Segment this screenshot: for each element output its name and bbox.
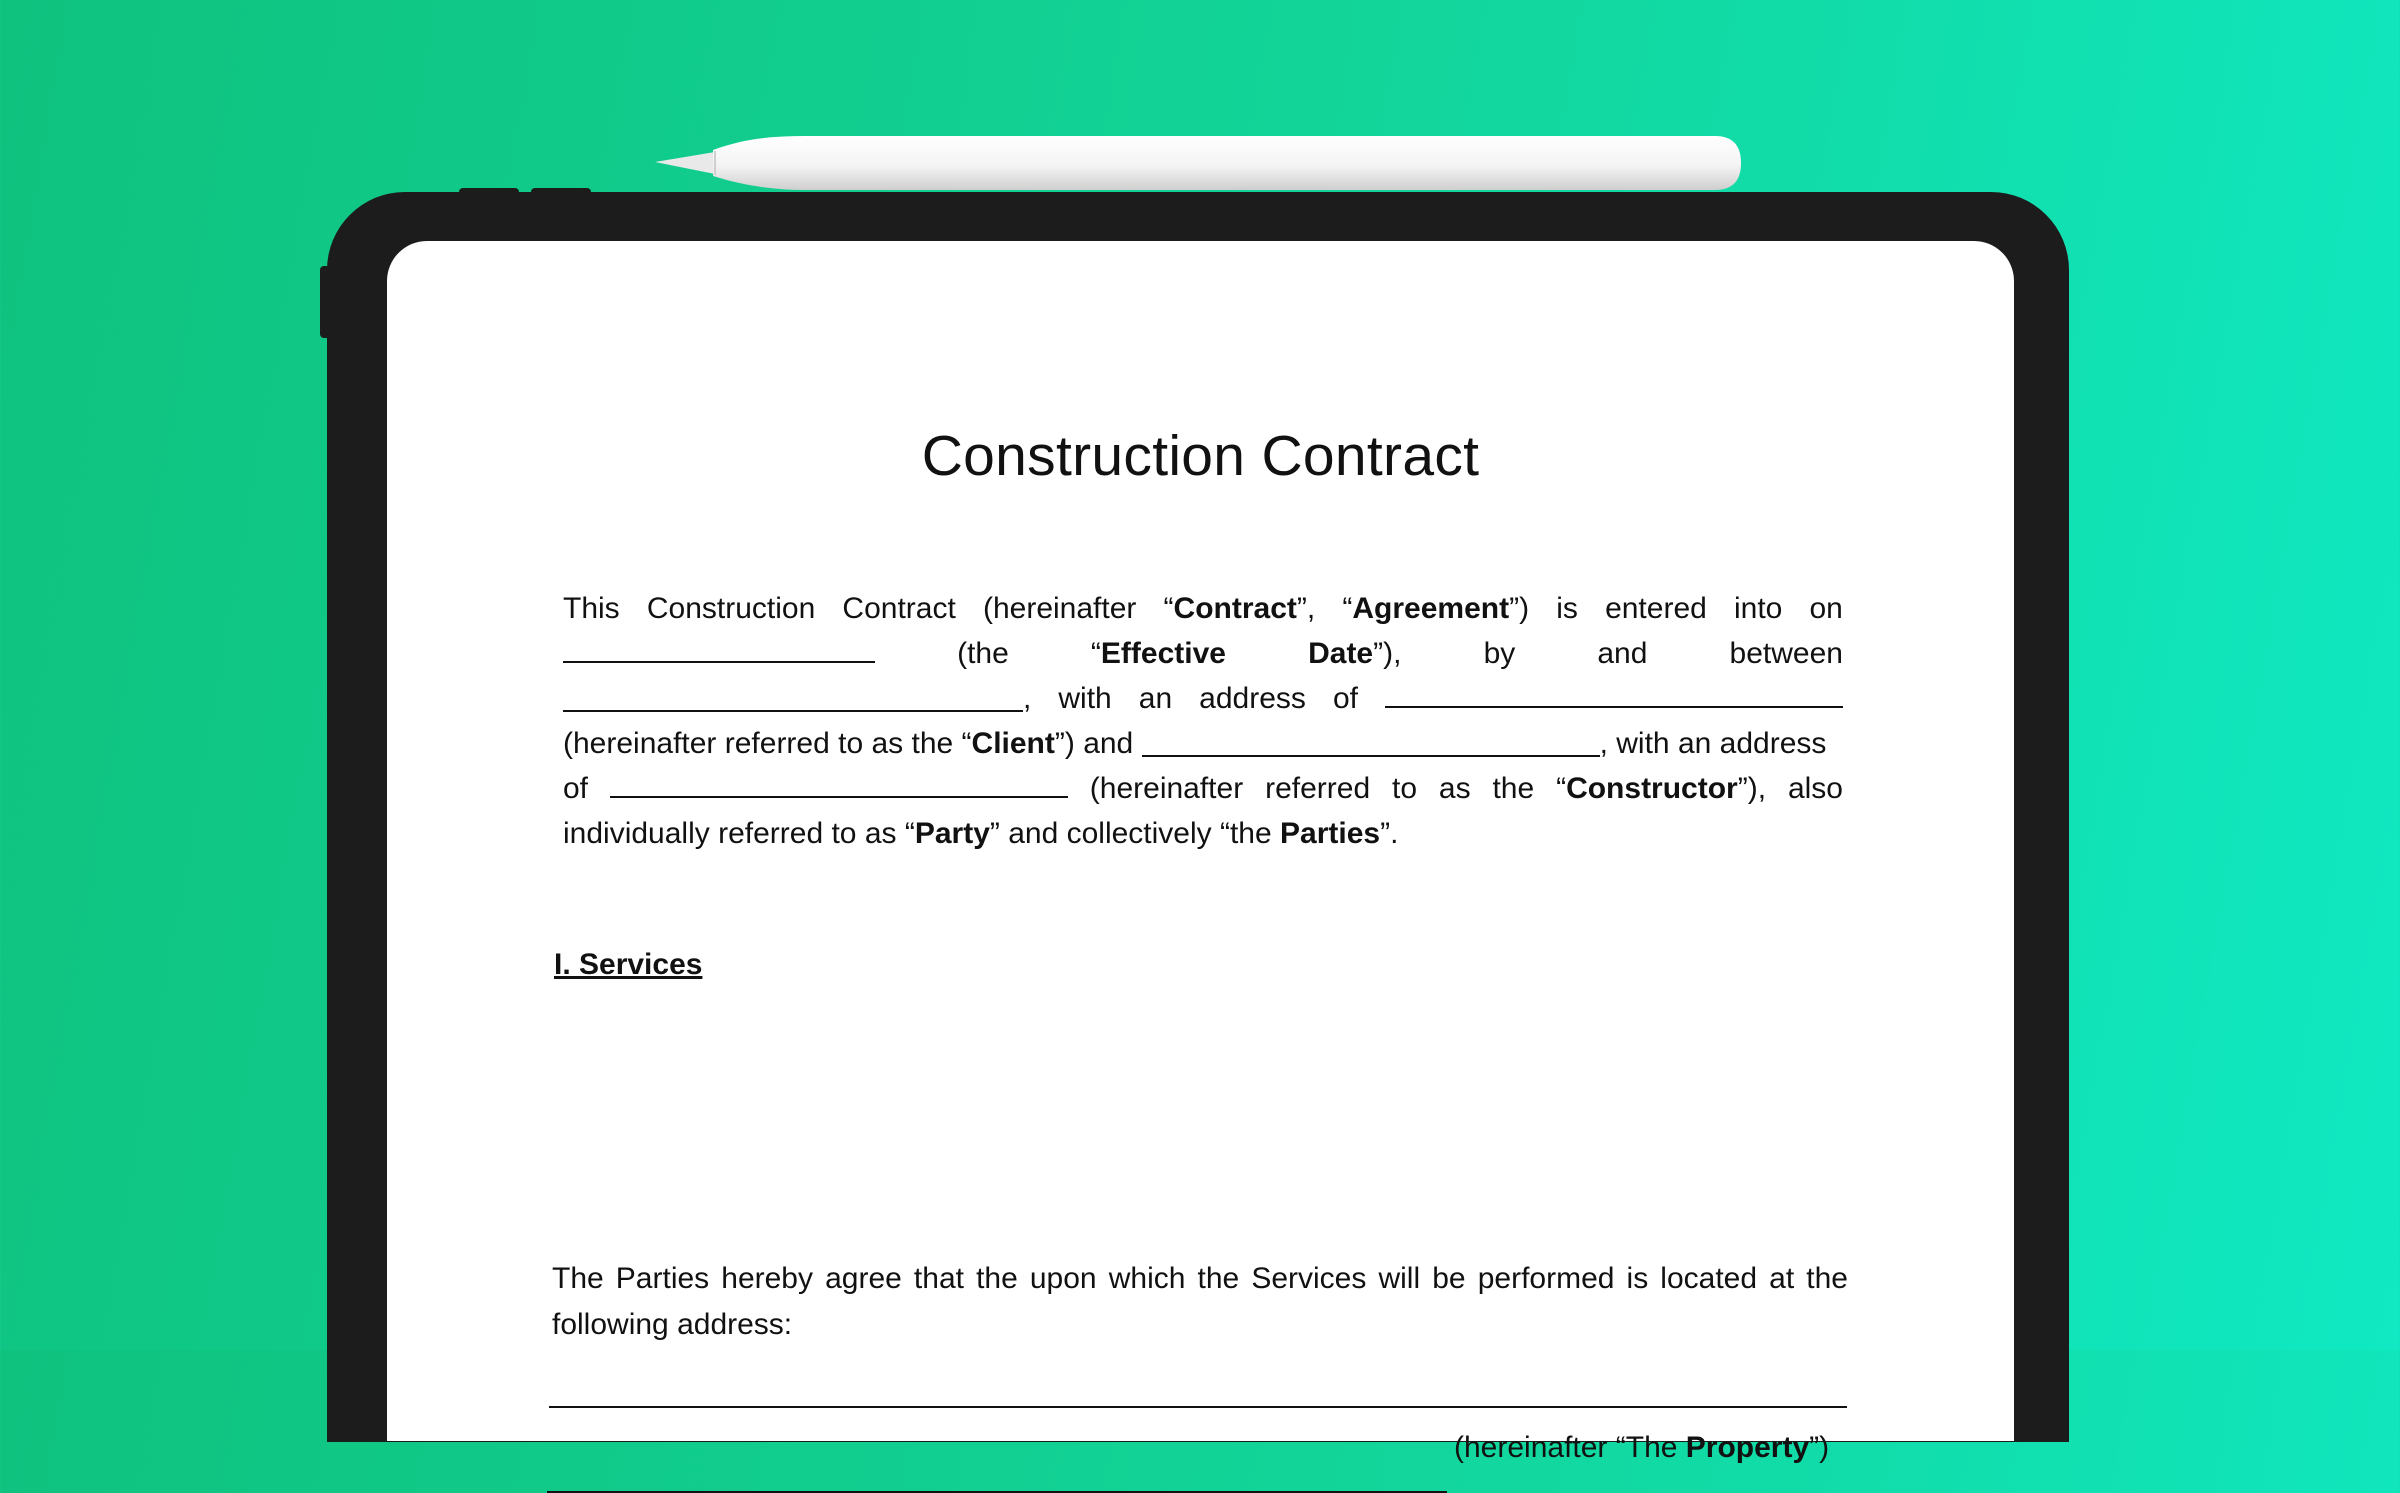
paragraph-line: This Construction Contract (hereinafter “Contract”, “Agreement”) is entered into on — [563, 592, 1843, 625]
property-address-line-1[interactable] — [549, 1406, 1847, 1408]
paragraph-line: (hereinafter referred to as the “Client”) and , with an address — [563, 727, 1827, 760]
client-name-blank[interactable] — [563, 680, 1023, 712]
effective-date-blank[interactable] — [563, 631, 875, 663]
intro-paragraph — [563, 586, 1843, 856]
paragraph-line: individually referred to as “Party” and collectively “the Parties”. — [563, 817, 1399, 850]
stylus-pencil — [655, 134, 1743, 192]
section-heading: I. Services — [554, 948, 703, 981]
document-title: Construction Contract — [921, 424, 1480, 488]
constructor-name-blank[interactable] — [1142, 725, 1600, 757]
paragraph-line: (the “Effective Date”), by and between — [563, 631, 1843, 676]
client-address-blank[interactable] — [1385, 676, 1843, 708]
document-page — [387, 241, 2014, 1464]
volume-button — [459, 188, 519, 196]
paragraph-line: The Parties hereby agree that the upon which the Services will be performed is located at the — [552, 1262, 1848, 1295]
volume-button — [531, 188, 591, 196]
services-paragraph — [552, 1256, 1848, 1348]
paragraph-line: following address: — [552, 1308, 793, 1341]
pencil-icon — [655, 134, 1743, 192]
property-label: (hereinafter “The Property”) — [1454, 1431, 1830, 1464]
paragraph-line: , with an address of — [563, 676, 1843, 721]
constructor-address-blank[interactable] — [610, 766, 1068, 798]
paragraph-line: of (hereinafter referred to as the “Constructor”), also — [563, 766, 1843, 811]
side-button — [320, 266, 330, 338]
